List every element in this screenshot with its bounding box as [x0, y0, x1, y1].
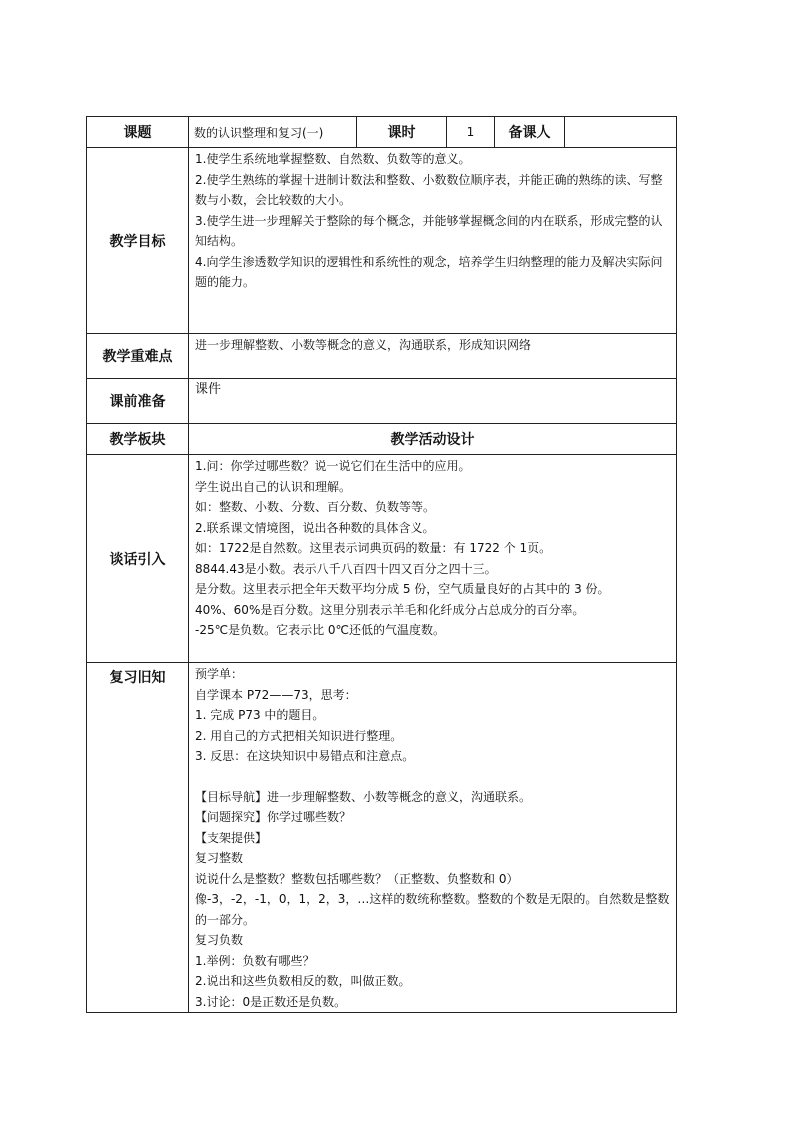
review-line: 2.说出和这些负数相反的数，叫做正数。 [195, 974, 411, 988]
review-line: 说说什么是整数？整数包括哪些数？（正整数、负整数和 0） [195, 871, 519, 886]
intro-line: 8844.43是小数。表示八千八百四十四又百分之四十三。 [195, 561, 497, 576]
preparer-value [565, 117, 677, 148]
goals-line: 2.使学生熟练的掌握十进制计数法和整数、小数数位顺序表，并能正确的熟练的读、写整数与小数，会比较数的大小。 [195, 172, 663, 207]
section-header-right: 教学活动设计 [189, 424, 677, 455]
review-line: 1.举例：负数有哪些？ [195, 953, 315, 968]
goals-content [189, 148, 677, 334]
goals-row [87, 148, 677, 334]
review-row [87, 663, 677, 1013]
preparation-row [87, 379, 677, 424]
intro-line: 1.问：你学过哪些数？说一说它们在生活中的应用。 [195, 459, 471, 473]
review-line: 预学单： [195, 667, 244, 681]
goals-line: 1.使学生系统地掌握整数、自然数、负数等的意义。 [195, 152, 471, 166]
intro-content [189, 455, 677, 663]
review-content [189, 663, 677, 1013]
intro-line: 40%、60%是百分数。这里分别表示羊毛和化纤成分占总成分的百分率。 [195, 602, 585, 617]
key-points-text: 进一步理解整数、小数等概念的意义，沟通联系，形成知识网络 [195, 338, 532, 352]
review-line: 【支架提供】 [195, 830, 268, 845]
topic-value: 数的认识整理和复习(一) [189, 117, 357, 148]
preparation-text: 课件 [195, 382, 222, 397]
review-label: 复习旧知 [87, 663, 189, 1013]
preparation-content [189, 379, 677, 424]
intro-line: 是分数。这里表示把全年天数平均分成 5 份，空气质量良好的占其中的 3 份。 [195, 582, 610, 596]
header-row [87, 117, 677, 148]
section-header-row [87, 424, 677, 455]
review-line: 2. 用自己的方式把相关知识进行整理。 [195, 728, 403, 743]
preparer-label: 备课人 [495, 117, 565, 148]
review-line: 【目标导航】进一步理解整数、小数等概念的意义，沟通联系。 [195, 789, 532, 804]
goals-label: 教学目标 [87, 148, 189, 334]
key-points-content [189, 334, 677, 379]
review-line: 3.讨论：0是正数还是负数。 [195, 994, 347, 1009]
lesson-plan-table [86, 116, 677, 1013]
goals-line: 4.向学生渗透数学知识的逻辑性和系统性的观念，培养学生归纳整理的能力及解决实际问题的能力。 [195, 254, 663, 289]
preparation-label: 课前准备 [87, 379, 189, 424]
review-line: 【问题探究】你学过哪些数？ [195, 810, 352, 824]
goals-line: 3.使学生进一步理解关于整除的每个概念，并能够掌握概念间的内在联系，形成完整的认知结构。 [195, 213, 663, 248]
intro-line: 学生说出自己的认识和理解。 [195, 479, 352, 494]
review-line: 自学课本 P72——73，思考： [195, 687, 357, 702]
review-line: 复习整数 [195, 851, 244, 865]
section-header-left: 教学板块 [87, 424, 189, 455]
intro-label: 谈话引入 [87, 455, 189, 663]
intro-line: 如：整数、小数、分数、百分数、负数等等。 [195, 500, 436, 514]
review-spacer [195, 767, 672, 787]
period-label: 课时 [357, 117, 447, 148]
key-points-row [87, 334, 677, 379]
intro-line: 2.联系课文情境图，说出各种数的具体含义。 [195, 520, 435, 535]
review-line: 复习负数 [195, 933, 244, 947]
period-value: 1 [447, 117, 495, 148]
review-line: 3. 反思：在这块知识中易错点和注意点。 [195, 749, 415, 763]
review-line: 像-3，-2，-1，0，1，2，3，…这样的数统称整数。整数的个数是无限的。自然数是整数的一部分。 [195, 892, 670, 927]
topic-label: 课题 [87, 117, 189, 148]
review-line: 1. 完成 P73 中的题目。 [195, 708, 325, 722]
intro-line: -25℃是负数。它表示比 0℃还低的气温度数。 [195, 623, 446, 637]
intro-line: 如：1722是自然数。这里表示词典页码的数量：有 1722 个 1页。 [195, 541, 552, 555]
intro-row [87, 455, 677, 663]
key-points-label: 教学重难点 [87, 334, 189, 379]
